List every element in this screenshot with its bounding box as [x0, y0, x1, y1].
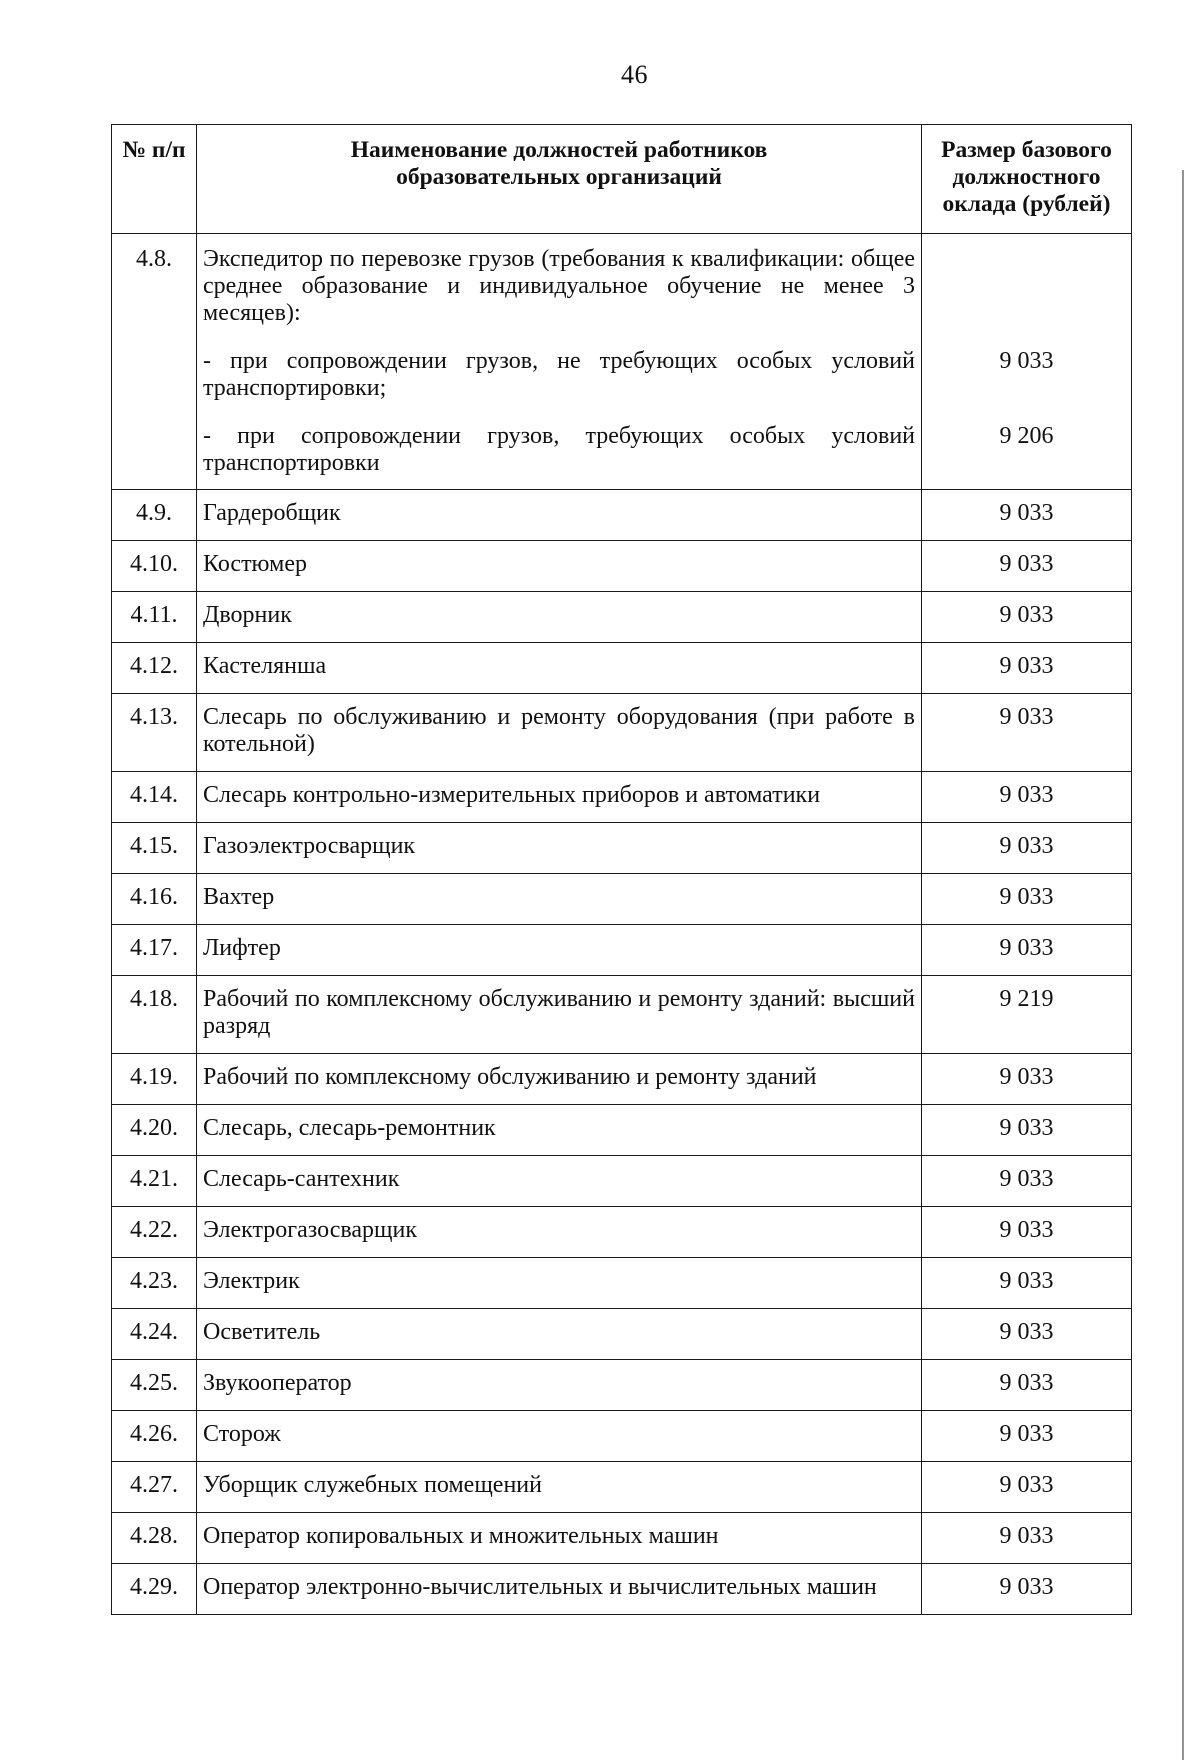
- row-salary: 9 033: [922, 772, 1132, 823]
- table-row: [112, 490, 1132, 541]
- table-header-row: [112, 125, 1132, 234]
- row-number: 4.9.: [112, 490, 197, 541]
- row-salary: 9 033: [922, 1054, 1132, 1105]
- row-number: 4.20.: [112, 1105, 197, 1156]
- row-number: 4.21.: [112, 1156, 197, 1207]
- table-row: [112, 925, 1132, 976]
- row-salary: 9 033: [922, 823, 1132, 874]
- row-number: 4.18.: [112, 976, 197, 1054]
- row-salary: 9 033: [922, 874, 1132, 925]
- header-position-name: [197, 125, 922, 234]
- row-position-name: Лифтер: [197, 925, 922, 976]
- row-salary: 9 033: [922, 490, 1132, 541]
- row-number: 4.22.: [112, 1207, 197, 1258]
- page-number: 46: [621, 60, 648, 89]
- salary-table: [111, 124, 1132, 1615]
- row-position-name: Электрик: [197, 1258, 922, 1309]
- row-position-name: Осветитель: [197, 1309, 922, 1360]
- table-row: [112, 1258, 1132, 1309]
- table-row: [112, 1462, 1132, 1513]
- row-position-name: Звукооператор: [197, 1360, 922, 1411]
- table-row: [112, 592, 1132, 643]
- group-salary-spacer: [928, 246, 1125, 327]
- row-position-name: Гардеробщик: [197, 490, 922, 541]
- row-number: 4.25.: [112, 1360, 197, 1411]
- row-number: 4.28.: [112, 1513, 197, 1564]
- row-number: 4.27.: [112, 1462, 197, 1513]
- row-salary: 9 219: [922, 976, 1132, 1054]
- table-row: [112, 541, 1132, 592]
- row-number: 4.23.: [112, 1258, 197, 1309]
- table-row: [112, 1513, 1132, 1564]
- row-position-name: Оператор электронно-вычислительных и вычислительных машин: [197, 1564, 922, 1615]
- table-row: [112, 772, 1132, 823]
- row-position-name: Слесарь контрольно-измерительных приборов и автоматики: [197, 772, 922, 823]
- header-salary: [922, 125, 1132, 234]
- table-row: [112, 1360, 1132, 1411]
- row-number: 4.17.: [112, 925, 197, 976]
- row-salary: 9 033: [922, 1258, 1132, 1309]
- row-salary: 9 033: [922, 1360, 1132, 1411]
- row-position-name: Газоэлектросварщик: [197, 823, 922, 874]
- row-salary: [922, 234, 1132, 490]
- row-salary: 9 033: [922, 1564, 1132, 1615]
- row-number: 4.12.: [112, 643, 197, 694]
- row-salary: 9 033: [922, 541, 1132, 592]
- row-position-name: Слесарь-сантехник: [197, 1156, 922, 1207]
- row-number: 4.24.: [112, 1309, 197, 1360]
- row-number: 4.8.: [112, 234, 197, 490]
- row-salary: 9 033: [922, 1207, 1132, 1258]
- row-position-name: Вахтер: [197, 874, 922, 925]
- row-position-name: [197, 234, 922, 490]
- table-row: [112, 1054, 1132, 1105]
- row-position-name: Костюмер: [197, 541, 922, 592]
- row-position-name: Электрогазосварщик: [197, 1207, 922, 1258]
- row-number: 4.11.: [112, 592, 197, 643]
- row-salary: 9 033: [922, 1462, 1132, 1513]
- row-position-name: Слесарь, слесарь-ремонтник: [197, 1105, 922, 1156]
- row-number: 4.10.: [112, 541, 197, 592]
- row-number: 4.26.: [112, 1411, 197, 1462]
- row-salary: 9 033: [922, 1156, 1132, 1207]
- table-row: [112, 1564, 1132, 1615]
- table-row: [112, 1156, 1132, 1207]
- table-row: [112, 1411, 1132, 1462]
- row-salary: 9 033: [922, 1513, 1132, 1564]
- row-position-name: Слесарь по обслуживанию и ремонту оборудования (при работе в котельной): [197, 694, 922, 772]
- table-row: [112, 823, 1132, 874]
- row-salary: 9 033: [922, 925, 1132, 976]
- table-row: [112, 976, 1132, 1054]
- group-item-salary: 9 206: [999, 423, 1054, 449]
- row-number: 4.19.: [112, 1054, 197, 1105]
- table-body: [112, 234, 1132, 1615]
- scan-edge-line: [1182, 170, 1184, 1760]
- table-row: [112, 643, 1132, 694]
- header-salary-text: Размер базового должностного оклада (рублей): [941, 137, 1112, 217]
- header-number: № п/п: [112, 125, 197, 234]
- row-number: 4.15.: [112, 823, 197, 874]
- row-position-name: Сторож: [197, 1411, 922, 1462]
- table-row: [112, 1309, 1132, 1360]
- row-position-name: Кастелянша: [197, 643, 922, 694]
- group-item-name: - при сопровождении грузов, не требующих особых условий транспортировки;: [203, 348, 915, 401]
- row-salary: 9 033: [922, 1105, 1132, 1156]
- row-salary: 9 033: [922, 592, 1132, 643]
- row-position-name: Оператор копировальных и множительных машин: [197, 1513, 922, 1564]
- row-number: 4.16.: [112, 874, 197, 925]
- table-row: [112, 694, 1132, 772]
- row-position-name: Рабочий по комплексному обслуживанию и ремонту зданий: [197, 1054, 922, 1105]
- row-number: 4.29.: [112, 1564, 197, 1615]
- table-row: [112, 1105, 1132, 1156]
- table-row: [112, 1207, 1132, 1258]
- row-salary: 9 033: [922, 643, 1132, 694]
- row-salary: 9 033: [922, 694, 1132, 772]
- row-position-name: Уборщик служебных помещений: [197, 1462, 922, 1513]
- table-row: [112, 874, 1132, 925]
- row-position-name: Дворник: [197, 592, 922, 643]
- group-item-salary: 9 033: [999, 348, 1054, 374]
- row-number: 4.14.: [112, 772, 197, 823]
- row-position-name: Рабочий по комплексному обслуживанию и ремонту зданий: высший разряд: [197, 976, 922, 1054]
- group-item-name: - при сопровождении грузов, требующих особых условий транспортировки: [203, 423, 915, 476]
- header-position-name-text: Наименование должностей работников образовательных организаций: [350, 137, 768, 190]
- table-row-group: [112, 234, 1132, 490]
- row-salary: 9 033: [922, 1411, 1132, 1462]
- row-salary: 9 033: [922, 1309, 1132, 1360]
- group-intro: Экспедитор по перевозке грузов (требования к квалификации: общее среднее образование и индивидуальное обучение не менее 3 месяцев):: [203, 246, 915, 326]
- row-number: 4.13.: [112, 694, 197, 772]
